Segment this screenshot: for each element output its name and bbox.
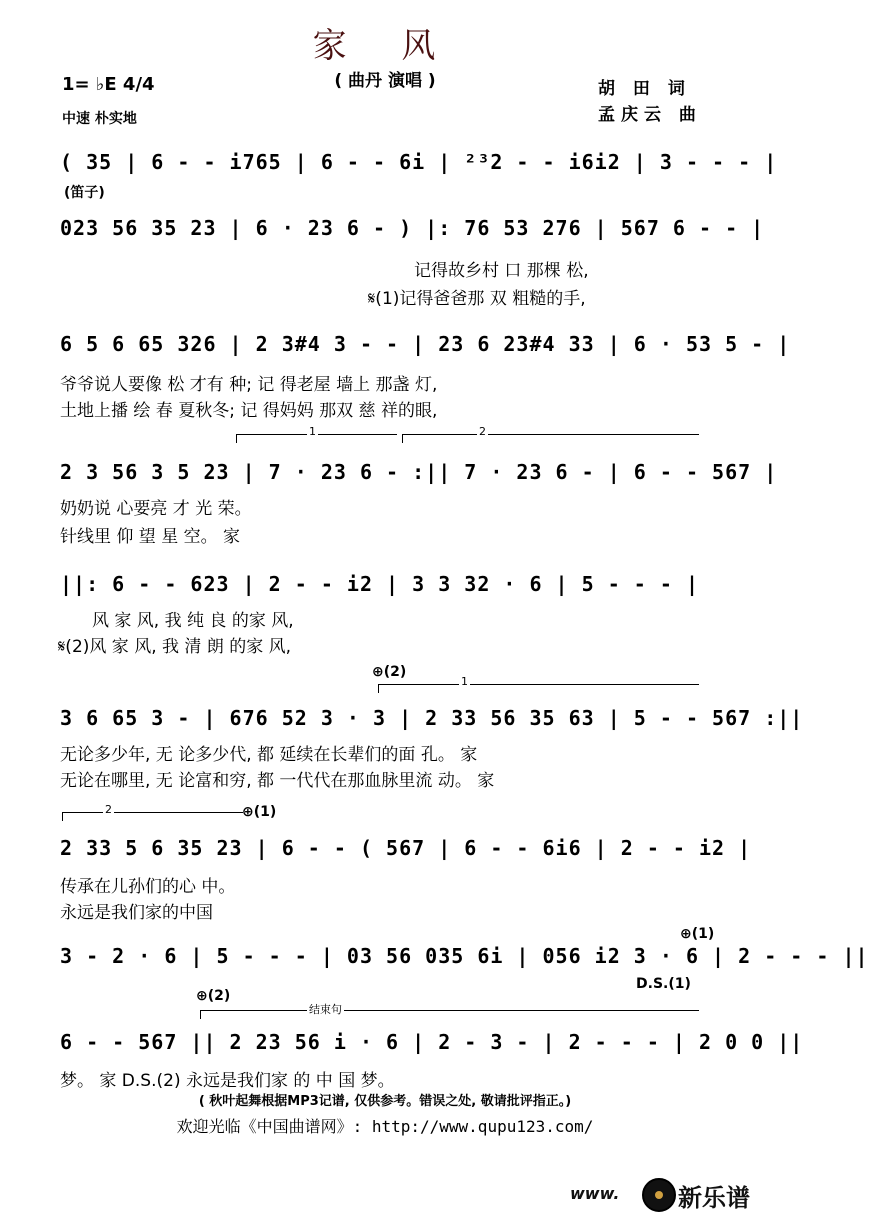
logo-name: 新乐谱	[678, 1184, 750, 1212]
lyric-line: 无论在哪里, 无 论富和穷, 都 一代代在那血脉里流 动。 家	[60, 771, 495, 791]
singer-line: ( 曲丹 演唱 )	[334, 71, 436, 91]
dal-segno-1: D.S.(1)	[636, 976, 691, 992]
tempo-marking: 中速 朴实地	[62, 111, 137, 127]
volta-bracket-2: 2	[62, 812, 243, 821]
notation-row: 6 - - 567 || 2 23 56 i · 6 | 2 - 3 - | 2 - - - | 2 0 0 ||	[60, 1030, 804, 1054]
notation-row: 3 - 2 · 6 | 5 - - - | 03 56 035 6i | 056 i2 3 · 6 | 2 - - - ||	[60, 944, 869, 968]
lyric-line: 针线里 仰 望 星 空。 家	[60, 527, 241, 547]
volta-bracket-1: 1	[378, 684, 699, 693]
notation-row: 2 3 56 3 5 23 | 7 · 23 6 - :|| 7 · 23 6 - | 6 - - 567 |	[60, 460, 778, 484]
volta-bracket-1: 1	[236, 434, 397, 443]
notation-row: 3 6 65 3 - | 676 52 3 · 3 | 2 33 56 35 63 | 5 - - 567 :||	[60, 706, 804, 730]
coda-mark: ⊕(1)	[680, 926, 715, 942]
record-disc-icon	[642, 1178, 676, 1212]
notation-row: 023 56 35 23 | 6 · 23 6 - ) |: 76 53 276 | 567 6 - - |	[60, 216, 765, 240]
notation-row: ( 35 | 6 - - i765 | 6 - - 6i | ²³2 - - i6i2 | 3 - - - |	[60, 150, 778, 174]
volta-bracket-2: 2	[402, 434, 699, 443]
lyric-line: 永远是我们家的中国	[60, 903, 213, 923]
lyric-line: 𝄋(2)风 家 风, 我 清 朗 的家 风,	[58, 637, 292, 657]
coda-mark: ⊕(2)	[196, 988, 231, 1004]
lyric-line: 风 家 风, 我 纯 良 的家 风,	[92, 611, 294, 631]
coda-mark: ⊕(1)	[242, 804, 277, 820]
notation-row: ||: 6 - - 623 | 2 - - i2 | 3 3 32 · 6 | 5 - - - |	[60, 572, 700, 596]
notation-row: 2 33 5 6 35 23 | 6 - - ( 567 | 6 - - 6i6 | 2 - - i2 |	[60, 836, 752, 860]
transcriber-note: ( 秋叶起舞根据MP3记谱, 仅供参考。错误之处, 敬请批评指正。)	[198, 1094, 572, 1109]
lyricist-credit: 胡 田 词	[598, 79, 691, 99]
notation-row: 6 5 6 65 326 | 2 3#4 3 - - | 23 6 23#4 33 | 6 · 53 5 - |	[60, 332, 791, 356]
coda-mark: ⊕(2)	[372, 664, 407, 680]
key-signature: 1= ♭E 4/4	[62, 74, 155, 95]
lyric-line: 传承在儿孙们的心 中。	[60, 877, 236, 897]
lyric-line: 爷爷说人要像 松 才有 种; 记 得老屋 墙上 那盏 灯,	[60, 375, 438, 395]
lyric-line: 记得故乡村 口 那棵 松,	[414, 261, 589, 281]
logo-www: www.	[570, 1184, 620, 1203]
lyric-line: 无论多少年, 无 论多少代, 都 延续在长辈们的面 孔。 家	[60, 745, 478, 765]
ending-bracket: 结束句	[200, 1010, 699, 1019]
page-title: 家 风	[312, 26, 458, 66]
lyric-line: 梦。 家 D.S.(2) 永远是我们家 的 中 国 梦。	[60, 1071, 395, 1091]
website-link[interactable]: 欢迎光临《中国曲谱网》: http://www.qupu123.com/	[176, 1117, 594, 1136]
instrument-label: (笛子)	[64, 185, 105, 201]
lyric-line: 奶奶说 心要亮 才 光 荣。	[60, 499, 252, 519]
lyric-line: 土地上播 绘 春 夏秋冬; 记 得妈妈 那双 慈 祥的眼,	[60, 401, 438, 421]
site-logo	[570, 1176, 765, 1212]
composer-credit: 孟庆云 曲	[598, 105, 702, 125]
lyric-line: 𝄋(1)记得爸爸那 双 粗糙的手,	[368, 289, 586, 309]
